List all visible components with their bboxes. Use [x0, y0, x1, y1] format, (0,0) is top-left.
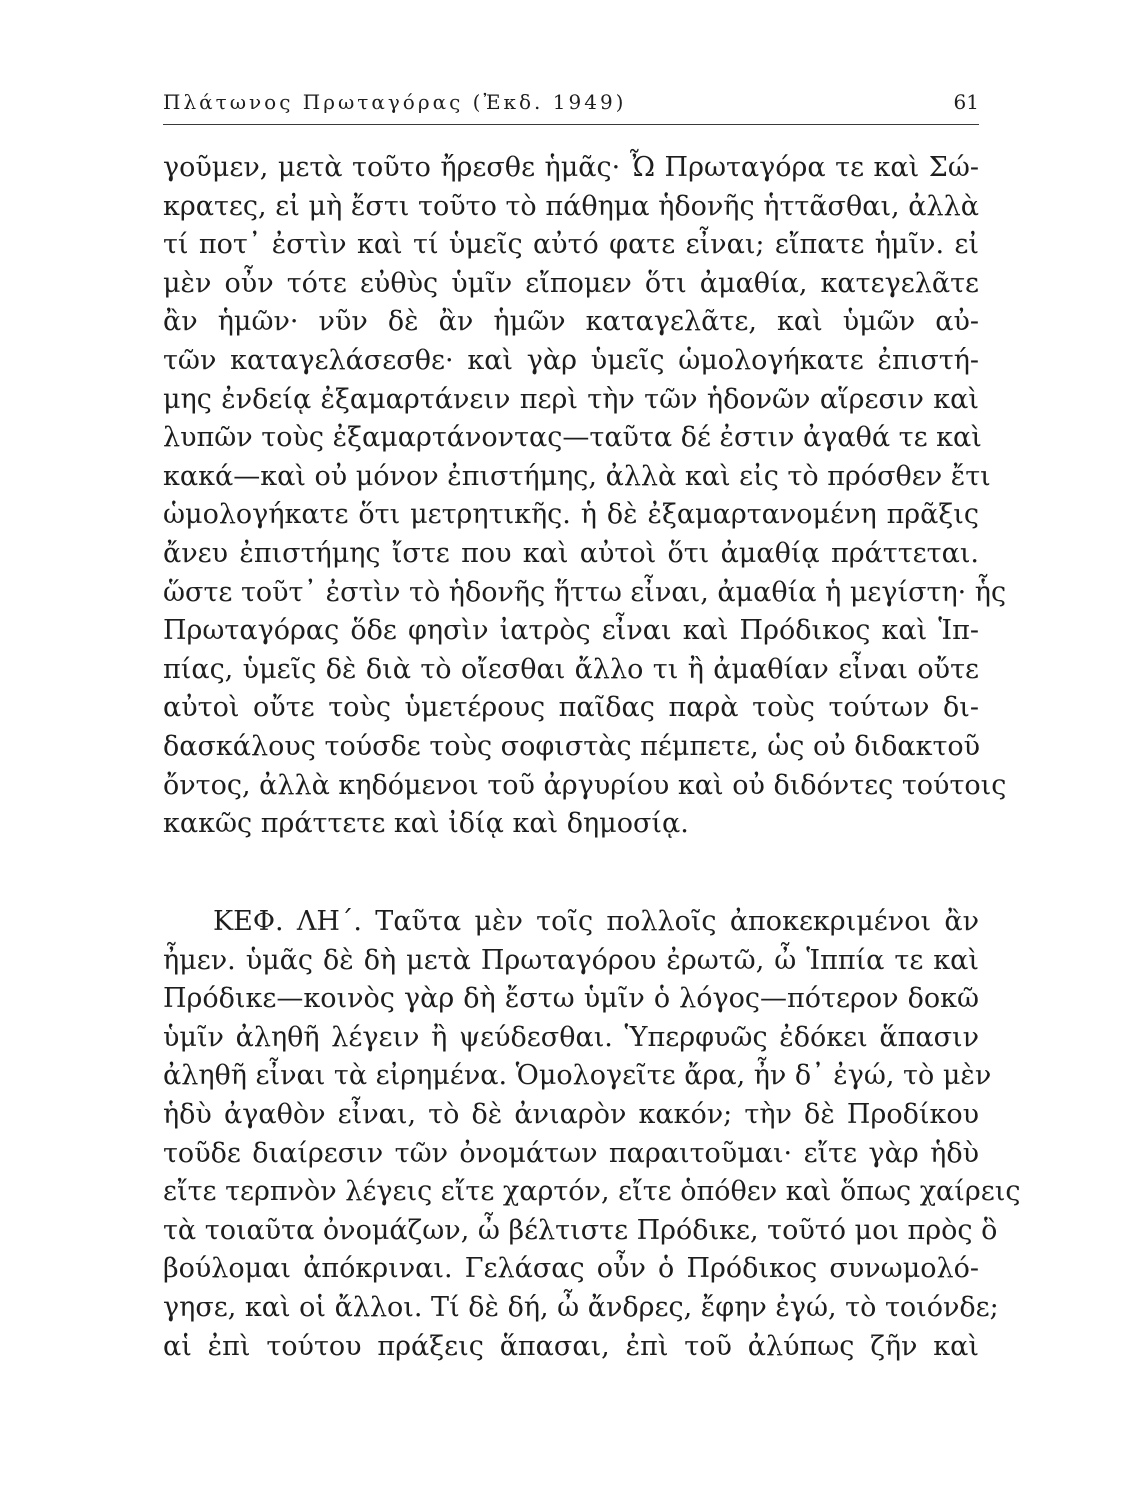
text-line: ὡμολογήκατε ὅτι μετρητικῆς. ἡ δὲ ἐξαμαρτανομένη πρᾶξις — [163, 499, 979, 531]
paragraph-2 — [163, 903, 1021, 1366]
text-line: ἦμεν. ὑμᾶς δὲ δὴ μετὰ Πρωταγόρου ἐρωτῶ, ὦ Ἱππία τε καὶ — [163, 944, 979, 976]
text-line: ΚΕΦ. ΛΗ΄. Ταῦτα μὲν τοῖς πολλοῖς ἀποκεκριμένοι ἂν — [213, 906, 979, 937]
text-line: κακά—καὶ οὐ μόνον ἐπιστήμης, ἀλλὰ καὶ εἰς τὸ πρόσθεν ἔτι — [163, 460, 991, 492]
text-line: τοῦδε διαίρεσιν τῶν ὀνομάτων παραιτοῦμαι· εἴτε γὰρ ἡδὺ — [163, 1137, 979, 1169]
text-line: μης ἐνδείᾳ ἐξαμαρτάνειν περὶ τὴν τῶν ἡδονῶν αἵρεσιν καὶ — [163, 383, 979, 415]
text-line: ἄνευ ἐπιστήμης ἴστε που καὶ αὐτοὶ ὅτι ἀμαθίᾳ πράττεται. — [163, 537, 979, 569]
text-line: βούλομαι ἀπόκριναι. Γελάσας οὖν ὁ Πρόδικος συνωμολό- — [163, 1253, 979, 1285]
text-line: δασκάλους τούσδε τοὺς σοφιστὰς πέμπετε, ὡς οὐ διδακτοῦ — [163, 730, 981, 762]
text-line: μὲν οὖν τότε εὐθὺς ὑμῖν εἴπομεν ὅτι ἀμαθία, κατεγελᾶτε — [163, 267, 979, 299]
text-line: πίας, ὑμεῖς δὲ διὰ τὸ οἴεσθαι ἄλλο τι ἢ ἀμαθίαν εἶναι οὔτε — [163, 653, 979, 685]
text-line: κρατες, εἰ μὴ ἔστι τοῦτο τὸ πάθημα ἡδονῆς ἡττᾶσθαι, ἀλλὰ — [163, 190, 979, 222]
running-head — [163, 86, 979, 125]
text-line: τῶν καταγελάσεσθε· καὶ γὰρ ὑμεῖς ὡμολογήκατε ἐπιστή- — [163, 344, 979, 376]
text-line: τί ποτ᾽ ἐστὶν καὶ τί ὑμεῖς αὐτό φατε εἶναι; εἴπατε ἡμῖν. εἰ — [163, 229, 979, 261]
text-line: τὰ τοιαῦτα ὀνομάζων, ὦ βέλτιστε Πρόδικε, τοῦτό μοι πρὸς ὃ — [163, 1214, 998, 1246]
paragraph-1 — [163, 149, 1007, 844]
text-line: Πρωταγόρας ὅδε φησὶν ἰατρὸς εἶναι καὶ Πρόδικος καὶ Ἱπ- — [163, 615, 979, 647]
text-line: ἀληθῆ εἶναι τὰ εἰρημένα. Ὁμολογεῖτε ἄρα, ἦν δ᾽ ἐγώ, τὸ μὲν — [163, 1060, 992, 1092]
text-line: εἴτε τερπνὸν λέγεις εἴτε χαρτόν, εἴτε ὁπόθεν καὶ ὅπως χαίρεις — [163, 1176, 1021, 1208]
page-number: 61 — [953, 90, 979, 114]
text-line: γησε, καὶ οἱ ἄλλοι. Τί δὲ δή, ὦ ἄνδρες, ἔφην ἐγώ, τὸ τοιόνδε; — [163, 1291, 999, 1323]
text-line: γοῦμεν, μετὰ τοῦτο ἤρεσθε ἡμᾶς· Ὦ Πρωταγόρα τε καὶ Σώ- — [163, 152, 979, 183]
text-line: Πρόδικε—κοινὸς γὰρ δὴ ἔστω ὑμῖν ὁ λόγος—πότερον δοκῶ — [163, 983, 979, 1015]
text-line: αὐτοὶ οὔτε τοὺς ὑμετέρους παῖδας παρὰ τοὺς τούτων δι- — [163, 692, 979, 724]
text-line: αἱ ἐπὶ τούτου πράξεις ἅπασαι, ἐπὶ τοῦ ἀλύπως ζῆν καὶ — [163, 1330, 979, 1362]
text-line: ἂν ἡμῶν· νῦν δὲ ἂν ἡμῶν καταγελᾶτε, καὶ ὑμῶν αὐ- — [163, 306, 979, 338]
text-line: ἡδὺ ἀγαθὸν εἶναι, τὸ δὲ ἀνιαρὸν κακόν; τὴν δὲ Προδίκου — [163, 1098, 979, 1130]
text-line: λυπῶν τοὺς ἐξαμαρτάνοντας—ταῦτα δέ ἐστιν ἀγαθά τε καὶ — [163, 422, 982, 454]
text-line: ὥστε τοῦτ᾽ ἐστὶν τὸ ἡδονῆς ἥττω εἶναι, ἀμαθία ἡ μεγίστη· ἧς — [163, 576, 1007, 608]
text-line: ὄντος, ἀλλὰ κηδόμενοι τοῦ ἀργυρίου καὶ οὐ διδόντες τούτοις — [163, 769, 1007, 801]
text-line: κακῶς πράττετε καὶ ἰδίᾳ καὶ δημοσίᾳ. — [163, 808, 689, 840]
running-title: Πλάτωνος Πρωταγόρας (Ἐκδ. 1949) — [163, 90, 627, 114]
text-line: ὑμῖν ἀληθῆ λέγειν ἢ ψεύδεσθαι. Ὑπερφυῶς ἐδόκει ἅπασιν — [163, 1021, 979, 1053]
